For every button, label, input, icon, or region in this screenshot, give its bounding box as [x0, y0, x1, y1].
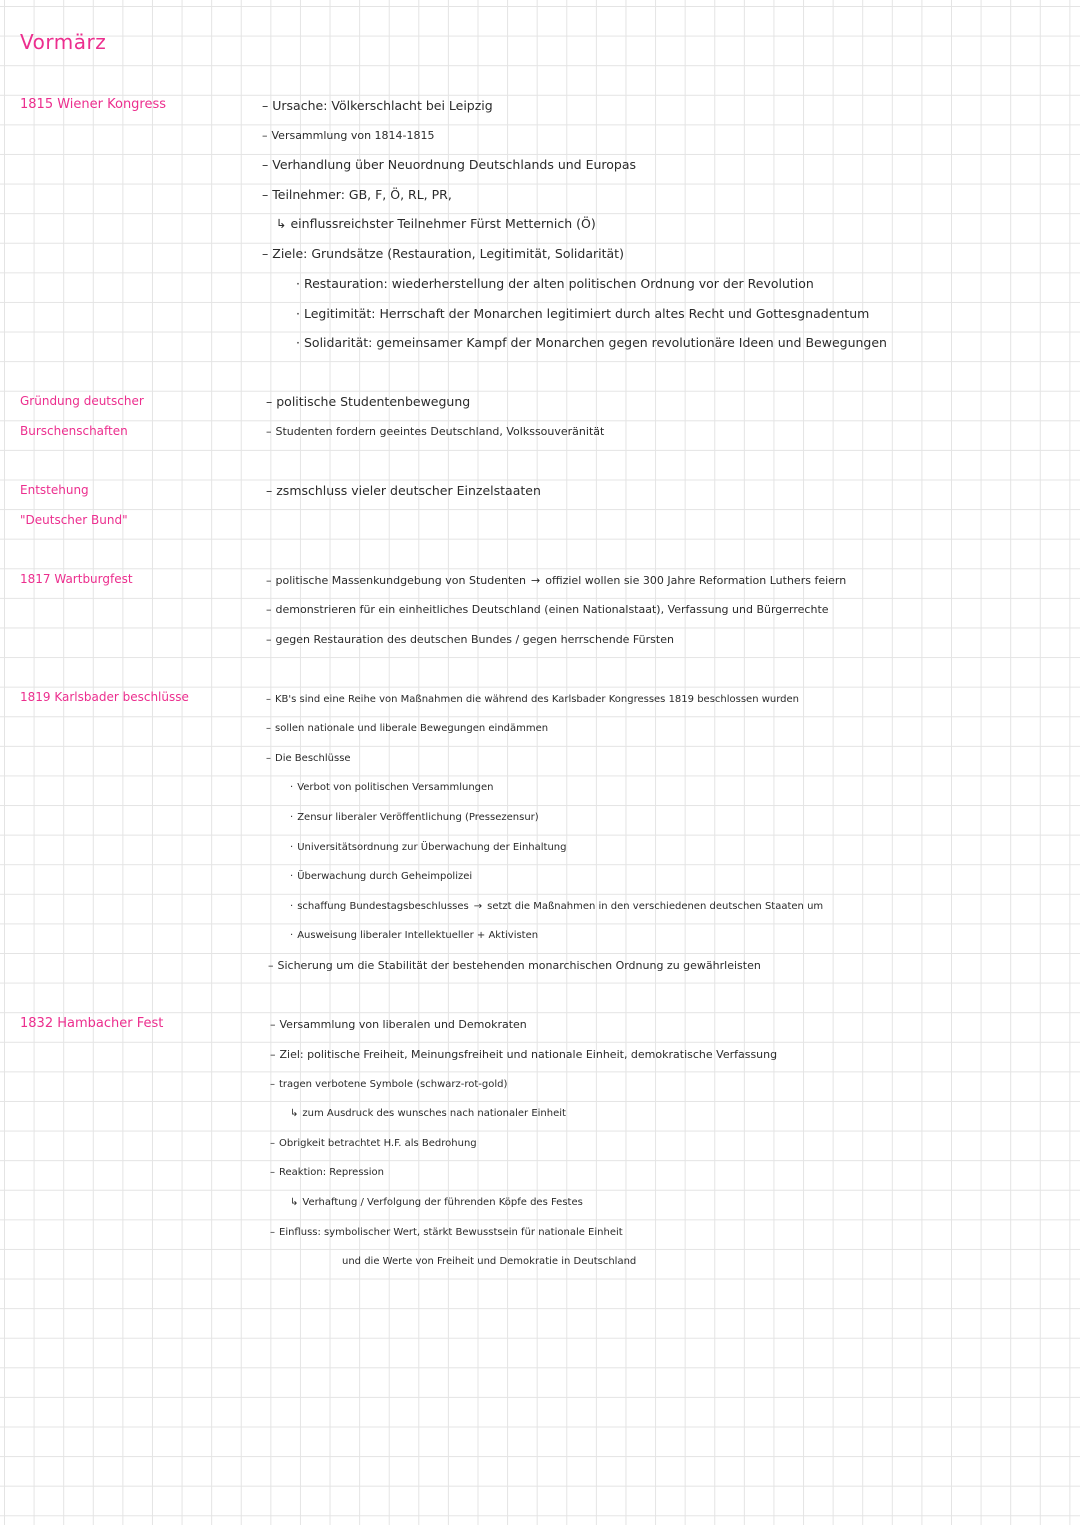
note-line: – gegen Restauration des deutschen Bundes / gegen herrschende Fürsten	[266, 633, 674, 646]
event-label-deutscher-bund: Entstehung "Deutscher Bund"	[20, 483, 128, 527]
note-line: · Ausweisung liberaler Intellektueller + Aktivisten	[290, 930, 539, 941]
note-line: · Restauration: wiederherstellung der alten politischen Ordnung vor der Revolution	[296, 276, 814, 291]
note-line: ↳ Verhaftung / Verfolgung der führenden Köpfe des Festes	[290, 1194, 583, 1212]
event-label-wiener: 1815 Wiener Kongress	[20, 97, 167, 112]
note-line: · Solidarität: gemeinsamer Kampf der Monarchen gegen revolutionäre Ideen und Bewegungen	[296, 335, 887, 350]
note-line: – politische Massenkundgebung von Studenten → offiziel wollen sie 300 Jahre Reformation Luthers feiern	[266, 572, 846, 590]
event-label-burschenschaften: Gründung deutscher Burschenschaften	[20, 394, 144, 438]
note-line: – Sicherung um die Stabilität der bestehenden monarchischen Ordnung zu gewährleisten	[268, 959, 761, 972]
note-line: · Universitätsordnung zur Überwachung der Einhaltung	[290, 842, 567, 853]
note-line: ↳ einflussreichster Teilnehmer Fürst Metternich (Ö)	[276, 216, 596, 231]
note-line: und die Werte von Freiheit und Demokratie in Deutschland	[342, 1256, 637, 1267]
note-line: – Versammlung von liberalen und Demokraten	[270, 1018, 527, 1031]
note-line: – politische Studentenbewegung	[266, 394, 471, 409]
note-line: · Verbot von politischen Versammlungen	[290, 782, 494, 793]
note-line: – Ursache: Völkerschlacht bei Leipzig	[262, 98, 493, 113]
note-line: – Die Beschlüsse	[266, 753, 351, 764]
note-line: – sollen nationale und liberale Bewegungen eindämmen	[266, 723, 549, 734]
note-line: – Ziele: Grundsätze (Restauration, Legitimität, Solidarität)	[262, 246, 624, 261]
note-line: – KB's sind eine Reihe von Maßnahmen die während des Karlsbader Kongresses 1819 beschlossen wurden	[266, 694, 800, 705]
note-line: · Legitimität: Herrschaft der Monarchen legitimiert durch altes Recht und Gottesgnadentum	[296, 306, 870, 321]
event-label-hambach: 1832 Hambacher Fest	[20, 1016, 164, 1031]
note-line: – Teilnehmer: GB, F, Ö, RL, PR,	[262, 187, 452, 202]
note-line: · Zensur liberaler Veröffentlichung (Pressezensur)	[290, 812, 539, 823]
note-line: – demonstrieren für ein einheitliches Deutschland (einen Nationalstaat), Verfassung und Bürgerrechte	[266, 603, 829, 616]
note-line: · schaffung Bundestagsbeschlusses → setzt die Maßnahmen in den verschiedenen deutschen Staaten um	[290, 898, 823, 916]
note-line: – Reaktion: Repression	[270, 1167, 384, 1178]
note-line: – Versammlung von 1814-1815	[262, 129, 435, 142]
event-label-wartburgfest: 1817 Wartburgfest	[20, 572, 133, 586]
note-line: – zsmschluss vieler deutscher Einzelstaaten	[266, 483, 541, 498]
arrow-right-icon: →	[473, 901, 483, 912]
note-line: · Überwachung durch Geheimpolizei	[290, 871, 473, 882]
note-line: – Ziel: politische Freiheit, Meinungsfreiheit und nationale Einheit, demokratische Verfassung	[270, 1048, 778, 1061]
note-line: – Studenten fordern geeintes Deutschland, Volkssouveränität	[266, 425, 605, 438]
corner-arrow-icon: ↳	[290, 1108, 299, 1119]
event-label-karlsbad: 1819 Karlsbader beschlüsse	[20, 690, 189, 704]
page-title: Vormärz	[20, 30, 107, 54]
corner-arrow-icon: ↳	[276, 216, 287, 231]
note-line: ↳ zum Ausdruck des wunsches nach nationaler Einheit	[290, 1105, 566, 1123]
note-line: – Obrigkeit betrachtet H.F. als Bedrohung	[270, 1138, 477, 1149]
note-line: – Einfluss: symbolischer Wert, stärkt Bewusstsein für nationale Einheit	[270, 1227, 623, 1238]
corner-arrow-icon: ↳	[290, 1197, 299, 1208]
arrow-right-icon: →	[531, 574, 541, 587]
note-line: – tragen verbotene Symbole (schwarz-rot-gold)	[270, 1079, 508, 1090]
note-line: – Verhandlung über Neuordnung Deutschlands und Europas	[262, 157, 637, 172]
